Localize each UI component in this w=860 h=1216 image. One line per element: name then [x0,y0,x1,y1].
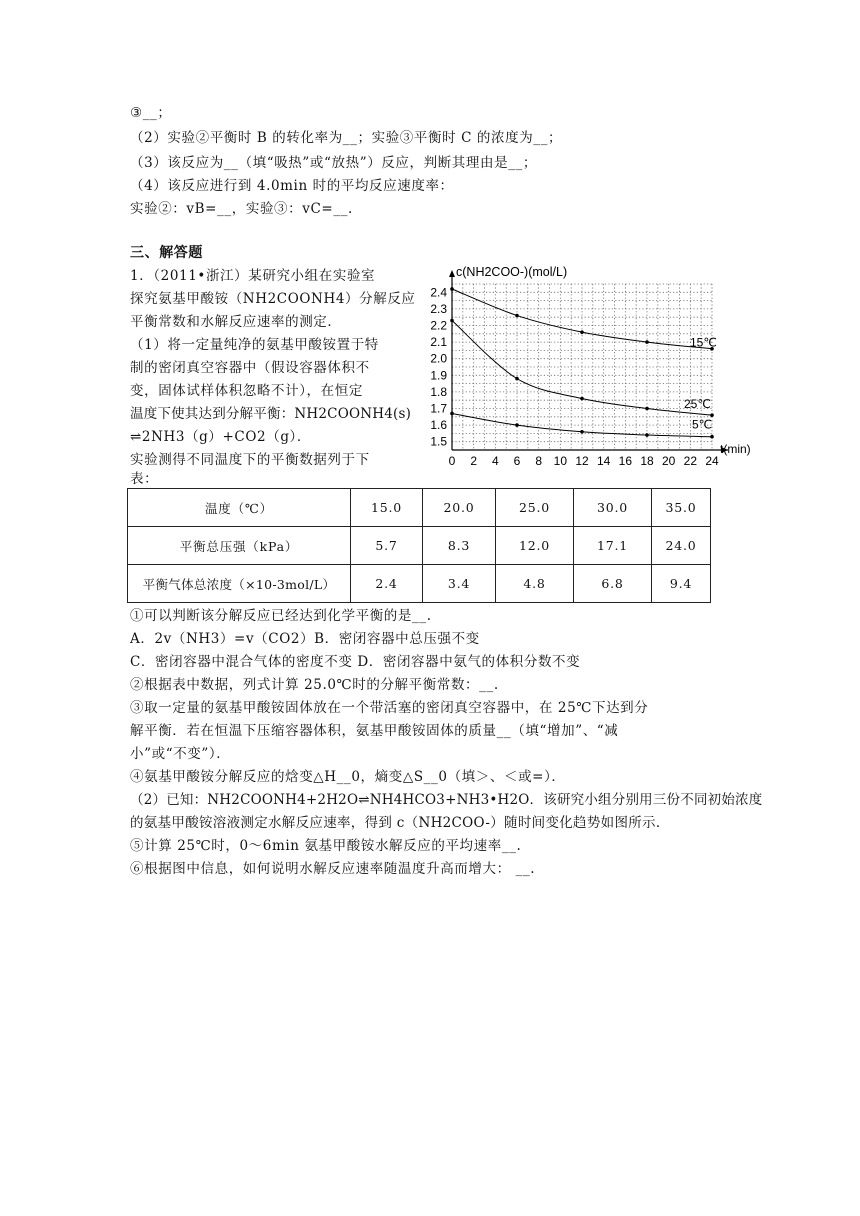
y-axis-label: c(NH2COO-)(mol/L) [456,265,568,279]
data-point [515,377,519,381]
table-cell: 8.3 [423,527,496,565]
y-tick-label: 2.3 [430,301,447,316]
table-cell: 4.8 [496,565,574,603]
y-tick-label: 2.1 [430,335,447,350]
table-cell: 12.0 [496,527,574,565]
text-line: 解平衡．若在恒温下压缩容器体积，氨基甲酸铵固体的质量__（填“增加”、“减 [130,723,619,739]
data-point [580,430,584,434]
text-line: ⑥根据图中信息，如何说明水解反应速率随温度升高而增大： __. [130,861,536,877]
data-point [515,423,519,427]
y-tick-label: 2.4 [430,285,447,300]
row-header: 平衡气体总浓度（×10-3mol/L） [128,565,351,603]
table-cell: 15.0 [351,489,423,527]
x-tick-label: 10 [553,454,568,468]
table-cell: 3.4 [423,565,496,603]
data-point [450,287,454,291]
y-tick-label: 2.0 [430,351,447,366]
text-line: （2）已知：NH2COONH4+2H2O⇌NH4HCO3+NH3•H2O．该研究小组分别用三份不同初始浓度 [130,792,763,808]
table-row [128,489,711,527]
x-tick-label: 4 [491,454,499,468]
data-point [580,330,584,334]
y-tick-label: 1.8 [430,384,447,399]
series-label: 5℃ [692,417,713,432]
question-line: 1．（2011•浙江）某研究小组在实验室 [130,268,376,284]
data-point [450,412,454,416]
data-point [515,314,519,318]
question-line: ⇌2NH3（g）+CO2（g）． [130,429,312,445]
x-tick-label: 8 [535,454,543,468]
text-line: ③__； [130,105,172,121]
question-line: 实验测得不同温度下的平衡数据列于下 [130,452,370,468]
text-line: （3）该反应为__（填“吸热”或“放热”）反应，判断其理由是__； [130,155,537,171]
table-cell: 6.8 [574,565,652,603]
table-cell: 35.0 [652,489,711,527]
table-cell: 25.0 [496,489,574,527]
y-tick-label: 2.2 [430,318,447,333]
x-axis-label: t(min) [720,442,751,456]
question-line: 探究氨基甲酸铵（NH2COONH4）分解反应 [130,291,416,307]
x-tick-label: 2 [470,454,478,468]
series-line [452,321,712,416]
text-line: （4）该反应进行到 4.0min 时的平均反应速度率： [130,178,454,194]
text-line: 的氨基甲酸铵溶液测定水解反应速率，得到 c（NH2COO-）随时间变化趋势如图所示． [130,815,670,831]
table-cell: 24.0 [652,527,711,565]
question-line: 温度下使其达到分解平衡：NH2COONH4(s) [130,406,412,422]
y-tick-label: 1.6 [430,418,447,433]
data-point [710,413,714,417]
question-line: 表： [130,471,159,487]
row-header: 温度（℃） [128,489,351,527]
equilibrium-data-table [127,488,711,603]
series-label: 15℃ [690,335,717,350]
question-line: 平衡常数和水解反应速率的测定． [130,314,342,330]
question-line: （1）将一定量纯净的氨基甲酸铵置于特 [130,337,379,353]
table-row [128,565,711,603]
row-header: 平衡总压强（kPa） [128,527,351,565]
text-line: ②根据表中数据，列式计算 25.0℃时的分解平衡常数：__. [130,677,499,693]
question-line: 变，固体试样体积忽略不计），在恒定 [130,383,363,399]
x-tick-label: 22 [683,454,698,468]
y-tick-label: 1.5 [430,434,447,449]
series-label: 25℃ [684,397,711,412]
y-axis-arrow [449,270,455,277]
data-point [645,433,649,437]
x-tick-label: 14 [596,454,611,468]
section-title: 三、解答题 [130,245,203,261]
table-cell: 17.1 [574,527,652,565]
table-cell: 20.0 [423,489,496,527]
data-point [580,397,584,401]
x-tick-label: 12 [575,454,589,468]
data-point [710,435,714,439]
text-line: A．2v（NH3）=v（CO2）B．密闭容器中总压强不变 [130,631,480,647]
x-tick-label: 20 [661,454,676,468]
x-tick-label: 18 [640,454,654,468]
x-tick-label: 6 [513,454,521,468]
data-point [645,340,649,344]
text-line: ⑤计算 25℃时，0～6min 氨基甲酸铵水解反应的平均速率__. [130,838,522,854]
data-point [645,407,649,411]
text-line: C．密闭容器中混合气体的密度不变 D．密闭容器中氨气的体积分数不变 [130,654,581,670]
table-cell: 2.4 [351,565,423,603]
table-cell: 30.0 [574,489,652,527]
text-line: 小”或“不变”）． [130,746,231,762]
text-line: ④氨基甲酸铵分解反应的焓变△H__0，熵变△S__0（填＞、＜或=）． [130,769,566,785]
x-tick-label: 24 [705,454,719,468]
x-tick-label: 0 [448,454,456,468]
text-line: （2）实验②平衡时 B 的转化率为__；实验③平衡时 C 的浓度为__； [130,130,563,146]
text-line: ③取一定量的氨基甲酸铵固体放在一个带活塞的密闭真空容器中，在 25℃下达到分 [130,700,649,716]
y-tick-label: 1.7 [430,401,447,416]
table-row [128,527,711,565]
table-cell: 9.4 [652,565,711,603]
question-line: 制的密闭真空容器中（假设容器体积不 [130,360,370,376]
data-point [450,319,454,323]
y-tick-label: 1.9 [430,368,447,383]
table-cell: 5.7 [351,527,423,565]
x-tick-label: 16 [618,454,633,468]
text-line: 实验②：vB=__，实验③：vC=__. [130,201,353,217]
text-line: ①可以判断该分解反应已经达到化学平衡的是__. [130,608,432,624]
concentration-time-chart [420,262,770,477]
